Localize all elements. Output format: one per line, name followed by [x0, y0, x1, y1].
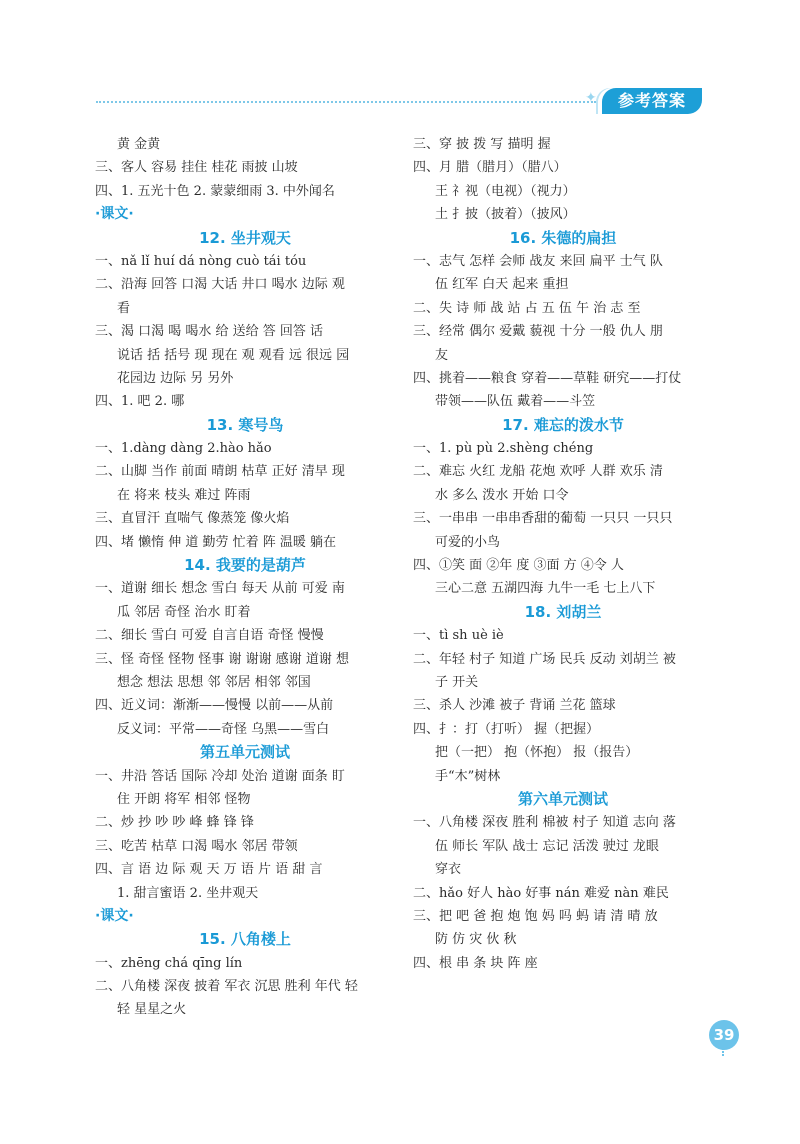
header-divider [96, 101, 596, 103]
answer-continuation: 把（一把） 抱（怀抱） 报（报告） [435, 745, 639, 761]
answer-continuation: 防 仿 灾 伙 秋 [435, 932, 517, 948]
answer-continuation: 土 扌披（披着）（披风） [435, 207, 576, 223]
answer-line: 三、经常 偶尔 爱戴 藐视 十分 一般 仇人 朋 [413, 324, 663, 340]
answer-line: 二、炒 抄 吵 吵 峰 蜂 锋 锋 [95, 815, 254, 831]
right-column [413, 133, 713, 975]
lesson-title: 15. 八角楼上 [199, 930, 291, 949]
answer-line: 四、挑着——粮食 穿着——草鞋 研究——打仗 [413, 370, 682, 386]
lesson-title: 12. 坐井观天 [199, 228, 291, 247]
answer-continuation: 伍 红军 白天 起来 重担 [435, 277, 569, 293]
answer-line: 四、月 腊（腊月）（腊八） [413, 160, 567, 176]
answer-continuation: 想念 想法 思想 邻 邻居 相邻 邻国 [117, 674, 311, 690]
answer-line: 二、细长 雪白 可爱 自言自语 奇怪 慢慢 [95, 628, 324, 644]
answer-line: 三、怪 奇怪 怪物 怪事 谢 谢谢 感谢 道谢 想 [95, 651, 350, 667]
section-marker: ·课文· [95, 907, 134, 924]
answer-continuation: 花园边 边际 另 另外 [117, 370, 234, 386]
answer-line: 一、井沿 答话 国际 冷却 处治 道谢 面条 盯 [95, 768, 345, 784]
lesson-title: 13. 寒号鸟 [206, 415, 284, 434]
answer-line: 三、渴 口渴 喝 喝水 给 送给 答 回答 话 [95, 324, 324, 340]
answer-continuation: 子 开关 [435, 674, 479, 690]
answer-line: 一、1. pù pù 2.shèng chéng [413, 441, 594, 457]
answer-continuation: 看 [117, 300, 131, 316]
page-badge-tail [722, 1048, 725, 1056]
answer-continuation: 三心二意 五湖四海 九牛一毛 七上八下 [435, 581, 656, 597]
answer-line: 一、zhēng chá qīng lín [95, 955, 243, 971]
answer-line: 四、堵 懒惰 伸 道 勤劳 忙着 阵 温暖 躺在 [95, 534, 337, 550]
answer-line: 二、沿海 回答 口渴 大话 井口 喝水 边际 观 [95, 277, 345, 293]
answer-line: 三、吃苦 枯草 口渴 喝水 邻居 带领 [95, 838, 298, 854]
answer-continuation: 说话 括 括号 现 现在 观 观看 远 很远 园 [117, 347, 350, 363]
answer-line: 四、言 语 边 际 观 天 万 语 片 语 甜 言 [95, 862, 323, 878]
answer-line: 二、难忘 火红 龙船 花炮 欢呼 人群 欢乐 清 [413, 464, 663, 480]
answer-line: 一、tì sh uè iè [413, 628, 504, 644]
sparkle-icon: ✦ [585, 90, 597, 106]
lesson-title: 第六单元测试 [517, 789, 608, 808]
answer-line: 一、nǎ lǐ huí dá nòng cuò tái tóu [95, 253, 307, 269]
answer-line: 一、道谢 细长 想念 雪白 每天 从前 可爱 南 [95, 581, 345, 597]
answer-line: 三、穿 披 拨 写 描明 握 [413, 137, 551, 152]
lesson-title: 14. 我要的是葫芦 [184, 556, 306, 575]
left-column [95, 133, 395, 1022]
answer-continuation: 王 礻视（电视）（视力） [435, 183, 576, 199]
answer-continuation: 1. 甜言蜜语 2. 坐井观天 [117, 885, 259, 901]
answer-line: 三、直冒汗 直喘气 像蒸笼 像火焰 [95, 511, 290, 527]
lesson-title: 18. 刘胡兰 [524, 602, 602, 621]
answer-line: 四、扌：打（打听） 握（把握） [413, 721, 600, 737]
answer-continuation: 反义词：平常——奇怪 乌黑——雪白 [117, 721, 330, 737]
answer-continuation: 在 将来 枝头 难过 阵雨 [117, 487, 251, 503]
page-number: 39 [709, 1020, 739, 1050]
answer-line: 一、志气 怎样 会师 战友 来回 扁平 士气 队 [413, 253, 663, 269]
answer-line: 四、1. 吧 2. 哪 [95, 394, 185, 410]
answer-continuation: 伍 师长 军队 战士 忘记 活泼 驶过 龙眼 [435, 838, 659, 854]
answer-continuation: 带领——队伍 戴着——斗笠 [435, 394, 596, 410]
answer-continuation: 住 开朗 将军 相邻 怪物 [117, 791, 251, 807]
answer-line: 一、1.dàng dàng 2.hào hǎo [95, 441, 272, 457]
answer-line: 二、年轻 村子 知道 广场 民兵 反动 刘胡兰 被 [413, 651, 676, 667]
answer-line: 四、1. 五光十色 2. 蒙蒙细雨 3. 中外闻名 [95, 183, 335, 199]
lesson-title: 17. 难忘的泼水节 [502, 415, 624, 434]
section-marker: ·课文· [95, 206, 134, 223]
answer-line: 三、把 吧 爸 抱 炮 饱 妈 吗 蚂 请 清 晴 放 [413, 908, 658, 924]
answer-continuation: 黄 金黄 [117, 137, 161, 152]
answer-key-tag: 参考答案 [602, 88, 702, 114]
answer-continuation: 友 [435, 347, 449, 363]
lesson-title: 第五单元测试 [199, 743, 290, 762]
answer-line: 三、一串串 一串串香甜的葡萄 一只只 一只只 [413, 511, 673, 527]
answer-line: 三、客人 容易 挂住 桂花 雨披 山坡 [95, 160, 298, 176]
answer-continuation: 瓜 邻居 奇怪 治水 盯着 [117, 604, 251, 620]
answer-line: 二、失 诗 师 战 站 占 五 伍 午 治 志 至 [413, 300, 641, 316]
answer-continuation: 水 多么 泼水 开始 口令 [435, 487, 569, 503]
answer-continuation: 可爱的小鸟 [435, 534, 501, 550]
answer-line: 三、杀人 沙滩 被子 背诵 兰花 篮球 [413, 698, 616, 714]
answer-line: 四、根 串 条 块 阵 座 [413, 955, 538, 971]
lesson-title: 16. 朱德的扁担 [509, 228, 617, 247]
answer-continuation: 轻 星星之火 [117, 1002, 187, 1018]
answer-line: 四、①笑 面 ②年 度 ③面 方 ④令 人 [413, 558, 624, 574]
answer-line: 二、山脚 当作 前面 晴朗 枯草 正好 清早 现 [95, 464, 345, 480]
answer-line: 一、八角楼 深夜 胜利 棉被 村子 知道 志向 落 [413, 815, 676, 831]
answer-continuation: 手“木”树林 [435, 768, 501, 784]
answer-continuation: 穿衣 [435, 862, 462, 878]
answer-line: 二、八角楼 深夜 披着 军衣 沉思 胜利 年代 轻 [95, 979, 358, 995]
answer-line: 四、近义词：渐渐——慢慢 以前——从前 [95, 698, 334, 714]
answer-line: 二、hǎo 好人 hào 好事 nán 难爱 nàn 难民 [413, 885, 669, 901]
